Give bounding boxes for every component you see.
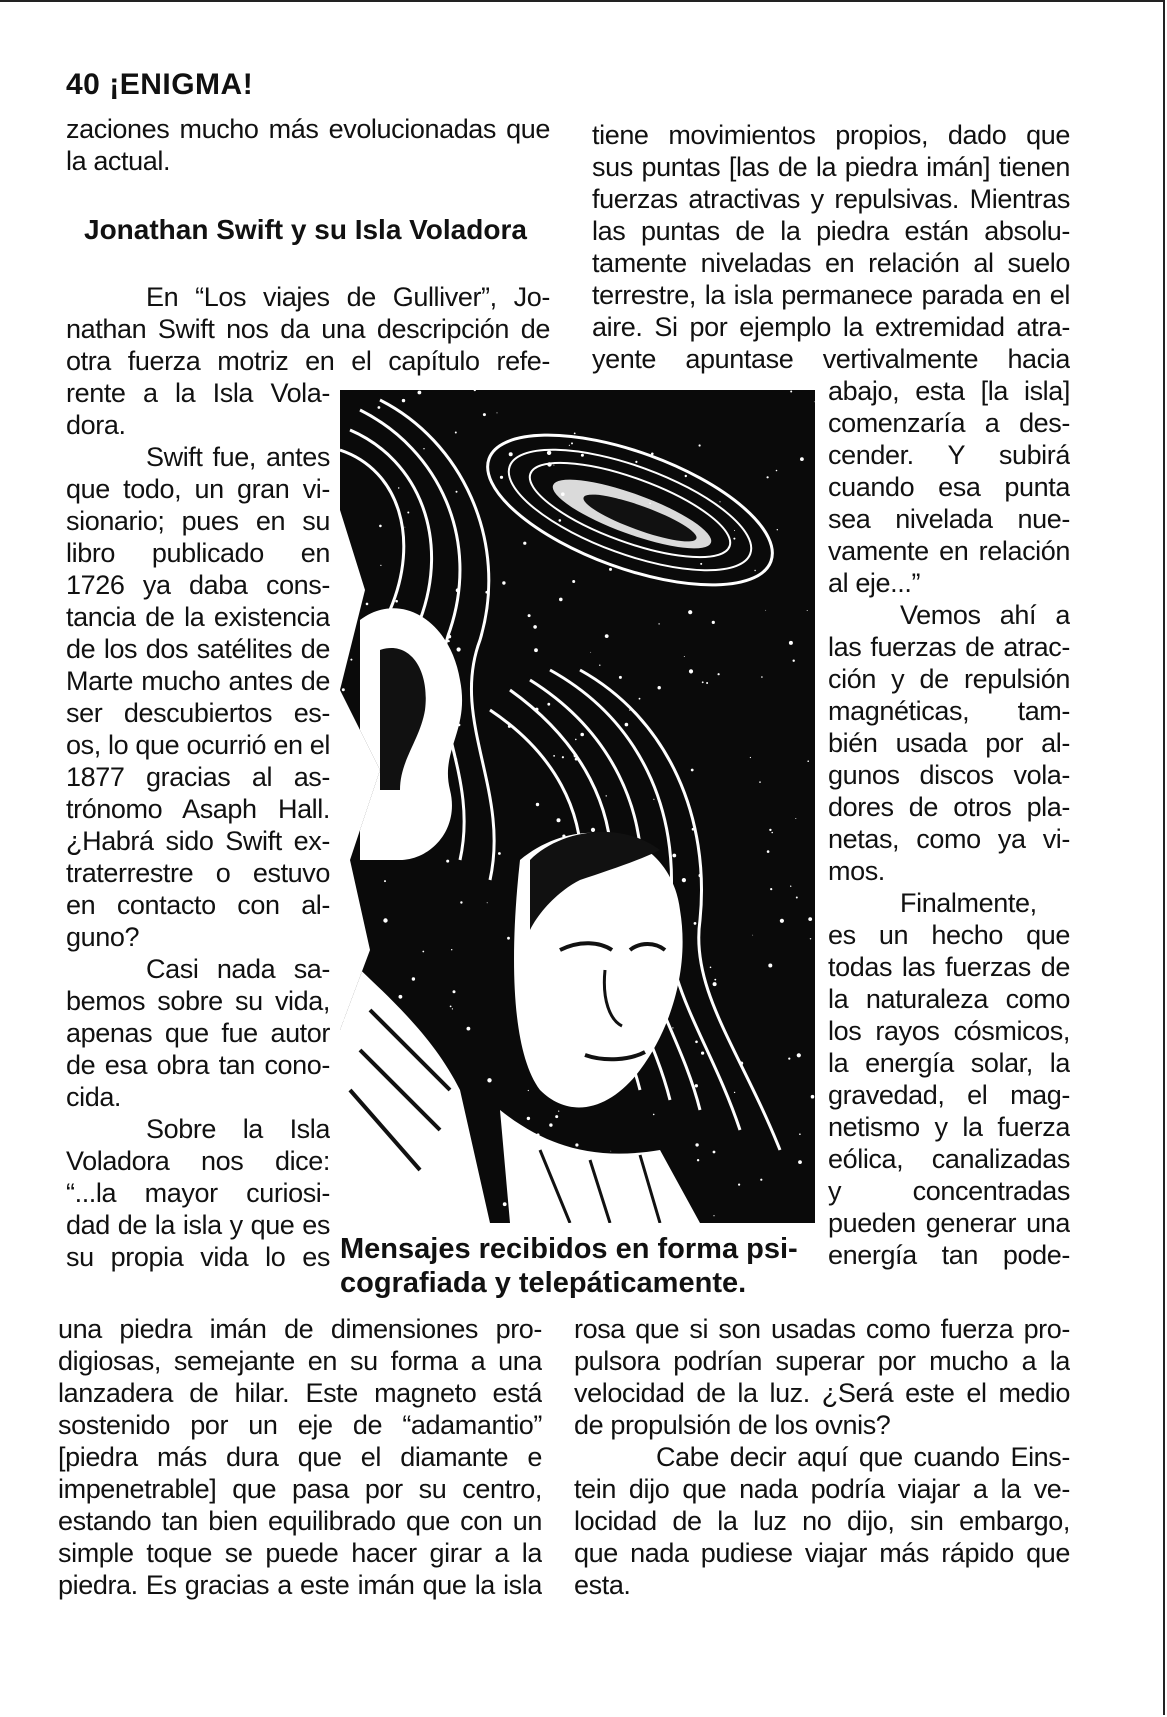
right-column-line: las puntas de la piedra están absolu- — [592, 216, 1070, 246]
star-dot — [767, 476, 769, 478]
right-column-line: eólica, canalizadas — [828, 1144, 1070, 1174]
star-dot — [684, 656, 685, 657]
right-column-line: mos. — [828, 856, 885, 886]
right-column-line: comenzaría a des- — [828, 408, 1070, 438]
star-dot — [536, 803, 539, 806]
star-dot — [483, 413, 486, 416]
star-dot — [765, 610, 766, 611]
left-column-line: apenas que fue autor — [66, 1018, 330, 1048]
star-dot — [572, 580, 575, 583]
star-dot — [689, 669, 693, 673]
star-dot — [446, 860, 449, 863]
star-dot — [557, 818, 561, 822]
left-column-line: zaciones mucho más evolucionadas que — [66, 114, 550, 144]
star-dot — [350, 659, 352, 661]
right-column-line: magnéticas, tam- — [828, 696, 1070, 726]
star-dot — [688, 610, 692, 614]
star-dot — [509, 452, 513, 456]
star-dot — [672, 1027, 673, 1028]
left-column-line: sostenido por un eje de “adamantio” — [58, 1410, 542, 1440]
star-dot — [384, 880, 386, 882]
star-dot — [793, 660, 795, 662]
left-column-line: impenetrable] que pasa por su centro, — [58, 1474, 542, 1504]
left-column-line: piedra. Es gracias a este imán que la isla — [58, 1570, 542, 1600]
right-column-line: yente apuntase vertivalmente hacia — [592, 344, 1070, 374]
star-dot — [500, 476, 503, 479]
star-dot — [590, 652, 591, 653]
star-dot — [605, 634, 609, 638]
left-column-line: en contacto con al- — [66, 890, 330, 920]
page-number: 40 — [66, 68, 101, 101]
star-dot — [658, 623, 659, 624]
star-dot — [807, 610, 808, 611]
star-dot — [452, 1008, 453, 1009]
right-column-line: aire. Si por ejemplo la extremidad atra- — [592, 312, 1070, 342]
star-dot — [549, 1123, 552, 1126]
left-column-line: dora. — [66, 410, 126, 440]
star-dot — [533, 625, 537, 629]
caption-line-1: Mensajes recibidos en forma psi- — [340, 1233, 798, 1265]
right-column-line: pueden generar una — [828, 1208, 1070, 1238]
star-dot — [702, 681, 704, 683]
star-dot — [457, 647, 461, 651]
left-column-line: trónomo Asaph Hall. — [66, 794, 330, 824]
left-column-line: os, lo que ocurrió en el — [66, 730, 330, 760]
star-dot — [502, 581, 505, 584]
left-column-line: guno? — [66, 922, 140, 952]
star-dot — [760, 1179, 762, 1181]
right-column-line: que nada pudiese viajar más rápido que — [574, 1538, 1070, 1568]
right-column-line: locidad de la luz no dijo, sin embargo, — [574, 1506, 1070, 1536]
star-dot — [776, 470, 778, 472]
star-dot — [571, 442, 573, 444]
star-dot — [340, 577, 344, 581]
right-column-line: es un hecho que — [828, 920, 1070, 950]
left-column-line: otra fuerza motriz en el capítulo refe- — [66, 346, 550, 376]
left-column-line: En “Los viajes de Gulliver”, Jo- — [146, 282, 550, 312]
left-column-line: de los dos satélites de — [66, 634, 330, 664]
star-dot — [555, 1115, 558, 1118]
left-column-line: 1877 gracias al as- — [66, 762, 330, 792]
left-column-line: Voladora nos dice: — [66, 1146, 330, 1176]
star-dot — [412, 977, 415, 980]
star-dot — [453, 990, 456, 993]
star-dot — [761, 676, 763, 678]
star-dot — [574, 433, 576, 435]
right-column-line: de propulsión de los ovnis? — [574, 1410, 891, 1440]
star-dot — [558, 1111, 559, 1112]
right-column-line: netismo y la fuerza — [828, 1112, 1070, 1142]
star-dot — [653, 1114, 655, 1116]
star-dot — [456, 491, 458, 493]
star-dot — [733, 538, 735, 540]
left-column-line: Swift fue, antes — [146, 442, 330, 472]
left-column-line: nathan Swift nos da una descripción de — [66, 314, 550, 344]
star-dot — [575, 1143, 578, 1146]
star-dot — [796, 897, 798, 899]
star-dot — [691, 769, 694, 772]
star-dot — [487, 902, 488, 903]
star-dot — [460, 901, 462, 903]
star-dot — [398, 487, 399, 488]
star-dot — [395, 600, 398, 603]
star-dot — [366, 603, 369, 606]
star-dot — [341, 906, 342, 907]
left-column-line: Marte mucho antes de — [66, 666, 330, 696]
star-dot — [629, 710, 630, 711]
star-dot — [734, 530, 735, 531]
right-column-line: abajo, esta [la isla] — [828, 376, 1070, 406]
star-dot — [487, 1078, 491, 1082]
star-dot — [754, 570, 755, 571]
right-column-line: Finalmente, — [900, 888, 1037, 918]
left-column-line: lanzadera de hilar. Este magneto está — [58, 1378, 542, 1408]
star-dot — [714, 979, 716, 981]
star-dot — [810, 938, 811, 939]
star-dot — [380, 565, 381, 566]
star-dot — [467, 1027, 471, 1031]
star-dot — [559, 598, 563, 602]
star-dot — [814, 401, 815, 402]
right-column-line: al eje...” — [828, 568, 921, 598]
star-dot — [734, 1092, 735, 1093]
star-dot — [685, 475, 687, 477]
star-dot — [719, 501, 720, 502]
star-dot — [625, 723, 629, 727]
right-column-line: los rayos cósmicos, — [828, 1016, 1070, 1046]
right-column-line: netas, como ya vi- — [828, 824, 1070, 854]
right-column-line: gravedad, el mag- — [828, 1080, 1070, 1110]
left-column-line: estando tan bien equilibrado que con un — [58, 1506, 542, 1536]
star-dot — [553, 465, 554, 466]
left-column-line: rente a la Isla Vola- — [66, 378, 330, 408]
star-dot — [507, 937, 510, 940]
star-dot — [547, 703, 550, 706]
right-column-line: sea nivelada nue- — [828, 504, 1070, 534]
star-dot — [799, 1133, 801, 1135]
star-dot — [695, 1041, 698, 1044]
right-column-line: tein dijo que nada podría viajar a la ve- — [574, 1474, 1070, 1504]
star-dot — [808, 917, 812, 921]
star-dot — [700, 563, 702, 565]
star-dot — [559, 519, 562, 522]
left-column-line: traterrestre o estuvo — [66, 858, 330, 888]
star-dot — [451, 949, 452, 950]
left-column-line: “...la mayor curiosi- — [66, 1178, 330, 1208]
left-column-line: simple toque se puede hacer girar a la — [58, 1538, 542, 1568]
star-dot — [591, 828, 595, 832]
star-dot — [503, 1202, 507, 1206]
left-column-line: tancia de la existencia — [66, 602, 330, 632]
star-dot — [527, 1117, 530, 1120]
star-dot — [767, 850, 770, 853]
left-column-line: dad de la isla y que es — [66, 1210, 330, 1240]
section-heading: Jonathan Swift y su Isla Voladora — [84, 214, 527, 245]
star-dot — [706, 682, 708, 684]
right-column-line: gunos discos vola- — [828, 760, 1070, 790]
star-dot — [697, 1159, 699, 1161]
right-column-line: todas las fuerzas de — [828, 952, 1070, 982]
star-dot — [695, 1143, 698, 1146]
star-dot — [768, 964, 772, 968]
right-column-line: las fuerzas de atrac- — [828, 632, 1070, 662]
star-dot — [790, 886, 791, 887]
right-column-line: velocidad de la luz. ¿Será este el medio — [574, 1378, 1070, 1408]
star-dot — [580, 733, 584, 737]
star-dot — [340, 795, 341, 797]
left-column-line: Sobre la Isla — [146, 1114, 330, 1144]
caption-line-2: cografiada y telepáticamente. — [340, 1267, 747, 1299]
left-column-line: cida. — [66, 1082, 122, 1112]
star-dot — [658, 686, 661, 689]
right-column-line: Cabe decir aquí que cuando Eins- — [656, 1442, 1070, 1472]
star-dot — [790, 391, 792, 393]
star-dot — [770, 888, 772, 890]
star-dot — [701, 1052, 704, 1055]
star-dot — [547, 451, 551, 455]
right-column-line: energía tan pode- — [828, 1240, 1070, 1270]
right-column-line: fuerzas atractivas y repulsivas. Mientras — [592, 184, 1070, 214]
star-dot — [553, 755, 555, 757]
right-column-line: rosa que si son usadas como fuerza pro- — [574, 1314, 1070, 1344]
star-dot — [418, 391, 422, 395]
star-dot — [713, 982, 717, 986]
star-dot — [599, 665, 600, 666]
left-column-line: que todo, un gran vi- — [66, 474, 330, 504]
star-dot — [800, 457, 804, 461]
star-dot — [795, 818, 796, 819]
left-column-line: digiosas, semejante en su forma a una — [58, 1346, 542, 1376]
illustration — [340, 390, 815, 1223]
left-column-line: una piedra imán de dimensiones pro- — [58, 1314, 542, 1344]
left-column-line: Casi nada sa- — [146, 954, 330, 984]
star-dot — [635, 461, 637, 463]
page-header-title: ¡ENIGMA! — [109, 68, 254, 101]
star-dot — [699, 444, 701, 446]
star-dot — [423, 448, 424, 449]
star-dot — [402, 399, 405, 402]
right-column-line: tamente niveladas en relación al suelo — [592, 248, 1070, 278]
star-dot — [383, 918, 387, 922]
left-column-line: de esa obra tan cono- — [66, 1050, 330, 1080]
star-dot — [619, 676, 622, 679]
star-dot — [609, 568, 612, 571]
star-dot — [575, 739, 577, 741]
right-column-line: cender. Y subirá — [828, 440, 1070, 470]
star-dot — [450, 1006, 452, 1008]
right-column-line: la energía solar, la — [828, 1048, 1070, 1078]
star-dot — [811, 1095, 815, 1099]
star-dot — [672, 854, 676, 858]
right-column-line: Vemos ahí a — [900, 600, 1070, 630]
star-dot — [378, 406, 381, 409]
star-dot — [498, 852, 501, 855]
star-dot — [342, 688, 345, 691]
left-column-line: bemos sobre su vida, — [66, 986, 330, 1016]
right-column-line: sus puntas [las de la piedra imán] tienen — [592, 152, 1070, 182]
right-column-line: tiene movimientos propios, dado que — [592, 120, 1070, 150]
right-column-line: vamente en relación — [828, 536, 1070, 566]
star-dot — [712, 621, 715, 624]
star-dot — [752, 935, 753, 936]
star-dot — [639, 698, 641, 700]
star-dot — [738, 1184, 740, 1186]
star-dot — [713, 1151, 716, 1154]
star-dot — [694, 922, 697, 925]
right-column-line: ción y de repulsión — [828, 664, 1070, 694]
star-dot — [523, 542, 526, 545]
star-dot — [653, 799, 654, 800]
star-dot — [569, 445, 570, 446]
star-dot — [777, 529, 778, 530]
star-dot — [713, 1215, 714, 1216]
star-dot — [780, 919, 784, 923]
page-header — [66, 68, 253, 102]
right-column-line: la naturaleza como — [828, 984, 1070, 1014]
star-dot — [710, 967, 712, 969]
star-dot — [405, 527, 406, 528]
right-column-line: bién usada por al- — [828, 728, 1070, 758]
left-column-line: libro publicado en — [66, 538, 330, 568]
star-dot — [798, 1160, 802, 1164]
star-dot — [407, 512, 409, 514]
right-column-line: pulsora podrían superar por mucho a la — [574, 1346, 1070, 1376]
star-dot — [771, 832, 773, 834]
star-dot — [340, 558, 343, 561]
star-dot — [399, 995, 403, 999]
star-dot — [788, 1058, 790, 1060]
star-dot — [348, 541, 350, 543]
left-column-line: ¿Habrá sido Swift ex- — [66, 826, 330, 856]
star-dot — [455, 432, 457, 434]
star-dot — [422, 951, 424, 953]
star-dot — [789, 641, 793, 645]
left-column-line: 1726 ya daba cons- — [66, 570, 330, 600]
star-dot — [695, 1084, 698, 1087]
star-dot — [581, 454, 584, 457]
star-dot — [759, 781, 761, 783]
right-column-line: cuando esa punta — [828, 472, 1070, 502]
star-dot — [562, 756, 564, 758]
right-column-line: terrestre, la isla permanece parada en el — [592, 280, 1070, 310]
left-column-line: ser descubiertos es- — [66, 698, 330, 728]
star-dot — [797, 1053, 801, 1057]
right-column-line: y concentradas — [828, 1176, 1070, 1206]
star-dot — [528, 614, 531, 617]
star-dot — [718, 673, 720, 675]
star-dot — [769, 829, 771, 831]
star-dot — [497, 412, 498, 413]
star-dot — [353, 836, 355, 838]
star-dot — [606, 795, 607, 796]
star-dot — [682, 878, 686, 882]
star-dot — [807, 760, 809, 762]
star-dot — [750, 757, 751, 758]
star-dot — [610, 1151, 611, 1152]
star-dot — [534, 648, 538, 652]
star-dot — [379, 525, 382, 528]
right-column-line: esta. — [574, 1570, 631, 1600]
left-column-line: [piedra más dura que el diamante e — [58, 1442, 542, 1472]
right-column-line: dores de otros pla- — [828, 792, 1070, 822]
star-dot — [528, 1090, 529, 1091]
left-column-line: su propia vida lo es — [66, 1242, 330, 1272]
left-column-line: sionario; pues en su — [66, 506, 330, 536]
left-column-line: la actual. — [66, 146, 171, 176]
